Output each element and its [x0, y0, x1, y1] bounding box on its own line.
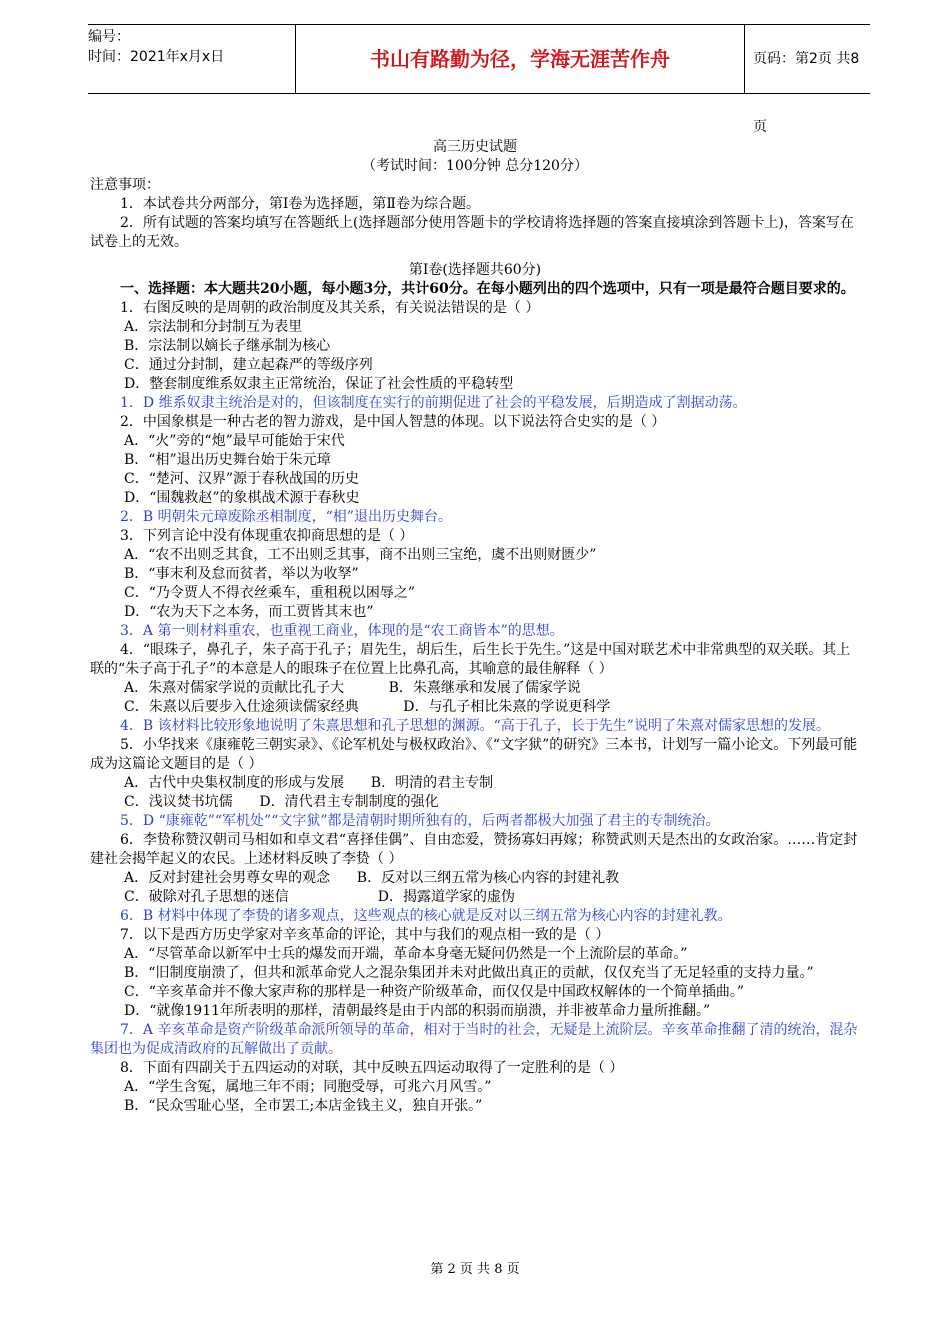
option-a: A．“农不出则乏其食，工不出则乏其事，商不出则三宝绝，虞不出则财匮少”	[124, 547, 597, 563]
header-meta	[88, 25, 288, 95]
header-motto: 书山有路勤为径，学海无涯苦作舟	[295, 25, 745, 93]
option-c: C．“辛亥革命并不像大家声称的那样是一种资产阶级革命，而仅仅是中国政权解体的一个简单插曲。”	[124, 984, 745, 1000]
option-a: A．“火”旁的“炮”最早可能始于宋代	[124, 433, 345, 449]
question-stem: 4．“眼珠子，鼻孔子，朱子高于孔子；眉先生，胡后生，后生长于先生。”这是中国对联艺术中非常典型的双关联。其上联的“朱子高于孔子”的本意是人的眼珠子在位置上比鼻孔高，其喻意的最佳解释（ ）	[90, 642, 851, 677]
section-instruction: 一、选择题：本大题共20小题，每小题3分，共计60分。在每小题列出的四个选项中，只有一项是最符合题目要求的。	[120, 281, 855, 297]
answer-explanation: 3．A 第一则材料重农，也重视工商业，体现的是“农工商皆本”的思想。	[120, 623, 564, 639]
option-b: B．“事末利及怠而贫者，举以为收孥”	[124, 566, 359, 582]
question-2	[90, 413, 860, 527]
question-3	[90, 527, 860, 641]
question-stem: 5．小华找来《康雍乾三朝实录》、《论军机处与极权政治》、《“文字狱”的研究》三本书，计划写一篇小论文。下列最可能成为这篇论文题目的是（ ）	[90, 737, 858, 772]
question-7	[90, 926, 860, 1059]
question-4	[90, 641, 860, 736]
serial-label: 编号：	[88, 29, 130, 45]
notice-item-2: 2．所有试题的答案均填写在答题纸上(选择题部分使用答题卡的学校请将选择题的答案直接填涂到答题卡上)，答案写在试卷上的无效。	[90, 215, 854, 250]
question-8	[90, 1059, 860, 1116]
notice-item-1: 1．本试卷共分两部分，第Ⅰ卷为选择题，第Ⅱ卷为综合题。	[120, 196, 480, 212]
option-c: C．“乃令贾人不得衣丝乘车，重租税以困辱之”	[124, 585, 416, 601]
date-label: 时间：2021年x月x日	[88, 49, 225, 65]
exam-title: 高三历史试题	[433, 139, 517, 155]
options-ab: A．反对封建社会男尊女卑的观念 B．反对以三纲五常为核心内容的封建礼教	[124, 870, 620, 886]
answer-explanation: 7．A 辛亥革命是资产阶级革命派所领导的革命，相对于当时的社会，无疑是上流阶层。辛亥革命推翻了清的统治，混杂集团也为促成清政府的瓦解做出了贡献。	[90, 1022, 858, 1057]
option-d: D．整套制度维系奴隶主正常统治，保证了社会性质的平稳转型	[124, 376, 514, 392]
answer-explanation: 6．B 材料中体现了李贽的诸多观点，这些观点的核心就是反对以三纲五常为核心内容的封建礼教。	[120, 908, 732, 924]
page-header	[88, 24, 870, 135]
page-footer: 第 2 页 共 8 页	[430, 1262, 520, 1277]
header-page-info: 页码：第2页 共8页	[753, 51, 860, 135]
question-stem: 1．右图反映的是周朝的政治制度及其关系，有关说法错误的是（ ）	[120, 300, 540, 316]
options-cd: C．破除对孔子思想的迷信 D．揭露道学家的虚伪	[124, 889, 515, 905]
option-a: A．“学生含冤，属地三年不雨；同胞受辱，可兆六月风雪。”	[124, 1079, 492, 1095]
question-6	[90, 831, 860, 926]
exam-subtitle: （考试时间：100分钟 总分120分）	[362, 158, 588, 174]
question-stem: 3．下列言论中没有体现重农抑商思想的是（ ）	[120, 528, 414, 544]
part1-title: 第Ⅰ卷(选择题共60分)	[408, 262, 542, 278]
question-1	[90, 299, 860, 413]
options-cd: C．浅议焚书坑儒 D．清代君主专制制度的强化	[124, 794, 439, 810]
option-b: B．宗法制以嫡长子继承制为核心	[124, 338, 331, 354]
option-b: B．“相”退出历史舞台始于朱元璋	[124, 452, 331, 468]
option-b: B．“民众雪耻心坚，全市罢工;本店金钱主义，独自开张。”	[124, 1098, 483, 1114]
question-stem: 2．中国象棋是一种古老的智力游戏，是中国人智慧的体现。以下说法符合史实的是（ ）	[120, 414, 666, 430]
option-a: A．宗法制和分封制互为表里	[124, 319, 303, 335]
exam-content	[90, 138, 860, 1116]
options-ab: A．古代中央集权制度的形成与发展 B．明清的君主专制	[124, 775, 494, 791]
answer-explanation: 1．D 维系奴隶主统治是对的，但该制度在实行的前期促进了社会的平稳发展，后期造成了割据动荡。	[120, 395, 747, 411]
option-c: C．通过分封制，建立起森严的等级序列	[124, 357, 373, 373]
option-a: A．“尽管革命以新军中士兵的爆发而开端，革命本身毫无疑问仍然是一个上流阶层的革命。”	[124, 946, 688, 962]
option-d: D．“围魏救赵”的象棋战术源于春秋史	[124, 490, 360, 506]
option-d: D．“就像1911年所表明的那样，清朝最终是由于内部的积弱而崩溃，并非被革命力量所推翻。”	[124, 1003, 711, 1019]
option-b: B．“旧制度崩溃了，但共和派革命党人之混杂集团并未对此做出真正的贡献，仅仅充当了无足轻重的支持力量。”	[124, 965, 814, 981]
question-stem: 7．以下是西方历史学家对辛亥革命的评论，其中与我们的观点相一致的是（ ）	[120, 927, 610, 943]
answer-explanation: 4．B 该材料比较形象地说明了朱熹思想和孔子思想的渊源。“高于孔子，长于先生”说明了朱熹对儒家思想的发展。	[120, 718, 830, 734]
question-stem: 6．李贽称赞汉朝司马相如和卓文君“喜择佳偶”、自由恋爱，赞扬寡妇再嫁；称赞武则天是杰出的女政治家。……肯定封建社会揭竿起义的农民。上述材料反映了李贽（ ）	[90, 832, 858, 867]
answer-explanation: 2．B 明朝朱元璋废除丞相制度，“相”退出历史舞台。	[120, 509, 452, 525]
options-cd: C．朱熹以后要步入仕途须读儒家经典 D．与孔子相比朱熹的学说更科学	[124, 699, 611, 715]
question-5	[90, 736, 860, 831]
notice-title: 注意事项：	[90, 177, 160, 193]
answer-explanation: 5．D “康雍乾”“军机处”“文字狱”都是清朝时期所独有的，后两者都极大加强了君主的专制统治。	[120, 813, 720, 829]
question-stem: 8．下面有四副关于五四运动的对联，其中反映五四运动取得了一定胜利的是（ ）	[120, 1060, 624, 1076]
option-c: C．“楚河、汉界”源于春秋战国的历史	[124, 471, 360, 487]
option-d: D．“农为天下之本务，而工贾皆其末也”	[124, 604, 374, 620]
options-ab: A．朱熹对儒家学说的贡献比孔子大 B．朱熹继承和发展了儒家学说	[124, 680, 581, 696]
